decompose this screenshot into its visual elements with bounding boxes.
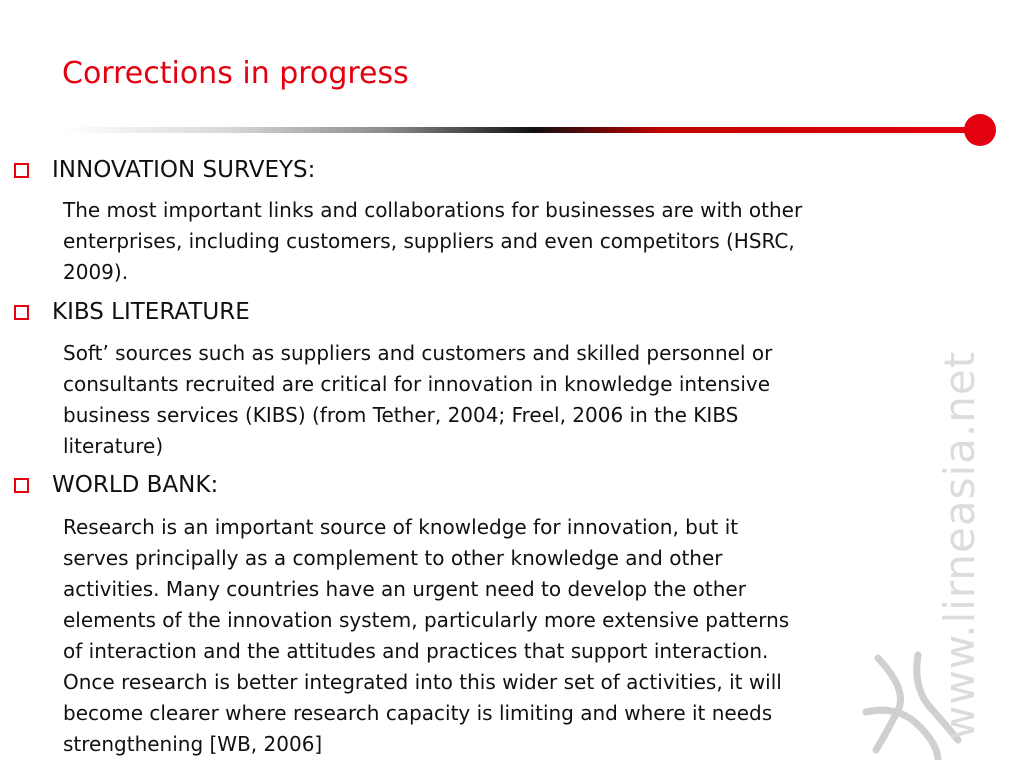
paragraph-line: Once research is better integrated into this wider set of activities, it will [63,670,782,694]
paragraph-line: activities. Many countries have an urgent need to develop the other [63,577,746,601]
slide-title: Corrections in progress [62,56,409,91]
title-divider-rule [60,127,972,133]
hollow-square-bullet-icon [14,163,29,178]
section-world-bank [14,470,218,500]
paragraph-line: The most important links and collaborations for businesses are with other [63,198,803,222]
paragraph-line: literature) [63,434,164,458]
paragraph-line: become clearer where research capacity is limiting and where it needs [63,701,773,725]
section-kibs-literature [14,297,250,327]
section-paragraph [63,195,1018,288]
red-dot-icon [964,114,996,146]
paragraph-line: elements of the innovation system, particularly more extensive patterns [63,608,790,632]
section-heading: INNOVATION SURVEYS: [52,157,316,183]
section-heading: WORLD BANK: [52,472,219,498]
paragraph-line: consultants recruited are critical for innovation in knowledge intensive [63,372,771,396]
section-paragraph [63,338,1018,462]
paragraph-line: strengthening [WB, 2006] [63,732,323,756]
section-heading: KIBS LITERATURE [52,299,250,325]
paragraph-line: Research is an important source of knowledge for innovation, but it [63,515,739,539]
paragraph-line: serves principally as a complement to other knowledge and other [63,546,723,570]
paragraph-line: 2009). [63,260,129,284]
section-innovation-surveys [14,155,315,185]
paragraph-line: business services (KIBS) (from Tether, 2004; Freel, 2006 in the KIBS [63,403,739,427]
paragraph-line: of interaction and the attitudes and practices that support interaction. [63,639,769,663]
paragraph-line: Soft’ sources such as suppliers and customers and skilled personnel or [63,341,773,365]
watermark-url: www.lirneasia.net [935,350,984,740]
hollow-square-bullet-icon [14,305,29,320]
paragraph-line: enterprises, including customers, suppliers and even competitors (HSRC, [63,229,795,253]
hollow-square-bullet-icon [14,478,29,493]
